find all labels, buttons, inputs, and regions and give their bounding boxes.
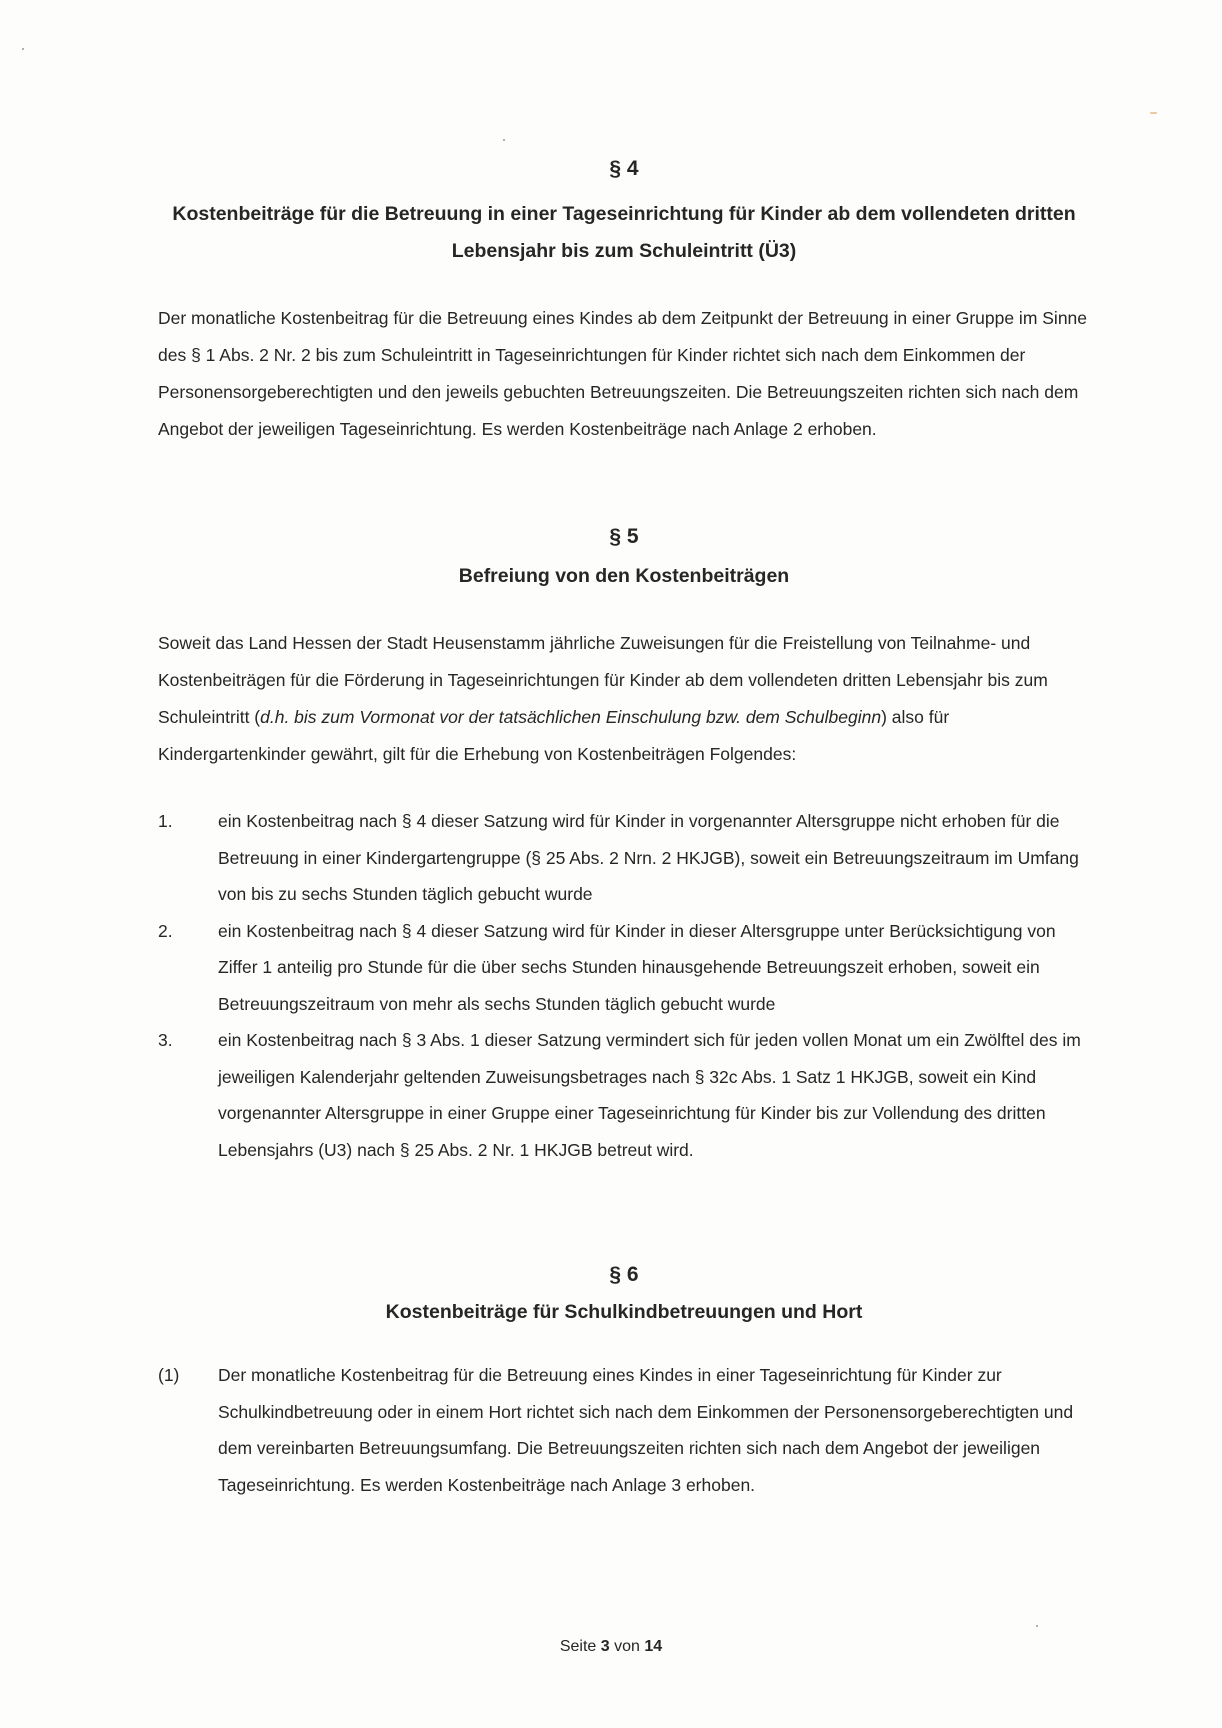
section-5-list <box>158 803 1090 1168</box>
section-4-number: § 4 <box>609 157 639 180</box>
list-item <box>158 1357 1090 1503</box>
footer-page-total: 14 <box>644 1638 663 1655</box>
list-item-text: ein Kostenbeitrag nach § 3 Abs. 1 dieser Satzung vermindert sich für jeden vollen Monat um ein Zwölftel des im jeweiligen Kalenderjahr geltenden Zuweisungsbetrages nach § 32c Abs. 1 Satz 1 HKJGB, soweit ein Kind vorgenannter Altersgruppe in einer Gruppe einer Tageseinrichtung für Kinder bis zur Vollendung des dritten Lebensjahrs (U3) nach § 25 Abs. 2 Nr. 1 HKJGB betreut wird. <box>218 1030 1081 1160</box>
section-4-body: Der monatliche Kostenbeitrag für die Betreuung eines Kindes ab dem Zeitpunkt der Betreuung in einer Gruppe im Sinne des § 1 Abs. 2 Nr. 2 bis zum Schuleintritt in Tageseinrichtungen für Kinder richtet sich nach dem Einkommen der Personensorgeberechtigten und den jeweils gebuchten Betreuungszeiten. Die Betreuungszeiten richten sich nach dem Angebot der jeweiligen Tageseinrichtung. Es werden Kostenbeiträge nach Anlage 2 erhoben. <box>158 308 1088 439</box>
scan-speck <box>1150 112 1157 114</box>
list-item-text: ein Kostenbeitrag nach § 4 dieser Satzung wird für Kinder in dieser Altersgruppe unter Berücksichtigung von Ziffer 1 anteilig pro Stunde für die über sechs Stunden hinausgehende Betreuungszeit erhoben, soweit ein Betreuungszeitraum von mehr als sechs Stunden täglich gebucht wurde <box>218 920 1056 1014</box>
section-5-intro-part2: ) also für Kindergartenkinder gewährt, gilt für die Erhebung von Kostenbeiträgen Folgendes: <box>158 707 950 764</box>
footer-page-number: 3 <box>600 1638 610 1655</box>
page-footer <box>0 1638 1222 1656</box>
list-item <box>158 913 1090 1023</box>
list-item <box>158 803 1090 913</box>
list-item-text: ein Kostenbeitrag nach § 4 dieser Satzung wird für Kinder in vorgenannter Altersgruppe nicht erhoben für die Betreuung in einer Kindergartengruppe (§ 25 Abs. 2 Nrn. 2 HKJGB), soweit ein Betreuungszeitraum im Umfang von bis zu sechs Stunden täglich gebucht wurde <box>218 811 1079 904</box>
scan-speck <box>1036 1625 1038 1627</box>
list-item-number: 1. <box>158 811 173 831</box>
section-6 <box>158 1262 1090 1503</box>
list-item <box>158 1022 1090 1168</box>
section-4-title-line1: Kostenbeiträge für die Betreuung in einer Tageseinrichtung für Kinder ab dem vollendeten dritten <box>172 203 1076 225</box>
section-5 <box>158 524 1090 1168</box>
section-5-intro-italic: d.h. bis zum Vormonat vor der tatsächlichen Einschulung bzw. dem Schulbeginn <box>260 707 882 727</box>
scan-speck <box>22 48 24 50</box>
section-5-intro <box>158 625 1090 773</box>
list-item-number: 3. <box>158 1030 173 1050</box>
section-6-title: Kostenbeiträge für Schulkindbetreuungen und Hort <box>385 1301 863 1323</box>
section-5-intro-part1: Soweit das Land Hessen der Stadt Heusenstamm jährliche Zuweisungen für die Freistellung von Teilnahme- und Kostenbeiträgen für die Förderung in Tageseinrichtungen für Kinder ab dem vollendeten dritten Lebensjahr bis zum Schuleintritt ( <box>158 633 1048 727</box>
section-5-number: § 5 <box>609 525 639 548</box>
footer-middle: von <box>614 1638 640 1655</box>
section-6-number: § 6 <box>609 1263 639 1286</box>
list-item-number: 2. <box>158 920 173 941</box>
list-item-text: Der monatliche Kostenbeitrag für die Betreuung eines Kindes in einer Tageseinrichtung für Kinder zur Schulkindbetreuung oder in einem Hort richtet sich nach dem Einkommen der Personensorgeberechtigten und dem vereinbarten Betreuungsumfang. Die Betreuungszeiten richten sich nach dem Angebot der jeweiligen Tageseinrichtung. Es werden Kostenbeiträge nach Anlage 3 erhoben. <box>218 1365 1074 1495</box>
section-6-list <box>158 1357 1090 1503</box>
footer-prefix: Seite <box>559 1638 597 1655</box>
section-5-title: Befreiung von den Kostenbeiträgen <box>458 565 790 587</box>
section-4-title-line2: Lebensjahr bis zum Schuleintritt (Ü3) <box>451 240 797 262</box>
section-4-title <box>158 196 1090 270</box>
section-4 <box>158 156 1090 448</box>
list-item-number: (1) <box>158 1365 180 1385</box>
scan-speck <box>503 139 505 141</box>
